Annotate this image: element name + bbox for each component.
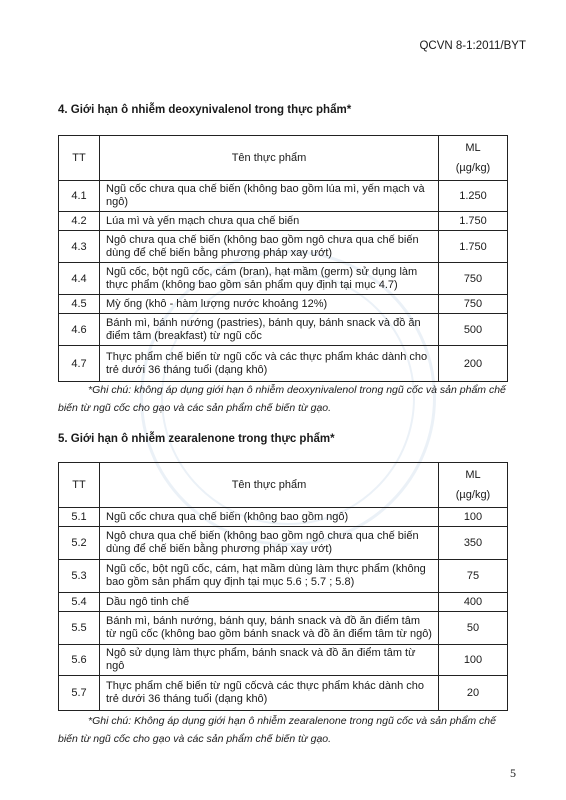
section-5-note: *Ghi chú: Không áp dụng giới hạn ô nhiễm zearalenone trong ngũ cốc và sản phẩm chế biến từ ngũ cốc cho gạo và các sản phẩm chế biến từ gạo. xyxy=(58,715,496,745)
row-food-name: Bánh mì, bánh nướng (pastries), bánh quy, bánh snack và đồ ăn điểm tâm (breakfast) từ ngũ cốc xyxy=(100,314,439,346)
row-food-name: Ngô sử dụng làm thực phẩm, bánh snack và đồ ăn điểm tâm từ ngô xyxy=(100,645,439,676)
row-tt: 5.6 xyxy=(59,645,100,676)
column-header-name: Tên thực phẩm xyxy=(100,136,439,181)
column-header-tt: TT xyxy=(59,136,100,181)
section-5-title: 5. Giới hạn ô nhiễm zearalenone trong thực phẩm* xyxy=(58,433,335,445)
row-food-name: Thực phẩm chế biến từ ngũ cốc và các thực phẩm khác dành cho trẻ dưới 36 tháng tuổi (dạng khô) xyxy=(100,346,439,382)
table-row xyxy=(59,676,508,711)
row-ml-value: 50 xyxy=(439,612,508,645)
row-tt: 4.3 xyxy=(59,231,100,263)
row-tt: 4.5 xyxy=(59,295,100,314)
row-tt: 4.2 xyxy=(59,212,100,231)
row-food-name: Ngũ cốc chưa qua chế biến (không bao gồm ngô) xyxy=(100,508,439,527)
row-tt: 5.1 xyxy=(59,508,100,527)
ml-unit: (µg/kg) xyxy=(455,162,491,174)
column-header-ml xyxy=(439,463,508,508)
row-food-name: Lúa mì và yến mạch chưa qua chế biến xyxy=(100,212,439,231)
row-tt: 4.4 xyxy=(59,263,100,295)
row-ml-value: 1.750 xyxy=(439,231,508,263)
row-tt: 5.5 xyxy=(59,612,100,645)
row-food-name: Ngô chưa qua chế biến (không bao gồm ngô chưa qua chế biến dùng để chế biến bằng phương pháp xay ướt) xyxy=(100,527,439,560)
page-number: 5 xyxy=(510,766,516,780)
row-ml-value: 500 xyxy=(439,314,508,346)
table-row xyxy=(59,231,508,263)
section-4-title: 4. Giới hạn ô nhiễm deoxynivalenol trong thực phẩm* xyxy=(58,104,352,116)
row-tt: 4.7 xyxy=(59,346,100,382)
row-ml-value: 400 xyxy=(439,593,508,612)
deoxynivalenol-table xyxy=(58,135,508,382)
column-header-name: Tên thực phẩm xyxy=(100,463,439,508)
table-row xyxy=(59,212,508,231)
document-code: QCVN 8-1:2011/BYT xyxy=(419,40,526,52)
row-food-name: Ngũ cốc, bột ngũ cốc, cám (bran), hạt mầm (germ) sử dụng làm thực phẩm (không bao gồm sản phẩm quy định tại mục 4.7) xyxy=(100,263,439,295)
row-food-name: Ngô chưa qua chế biến (không bao gồm ngô chưa qua chế biến dùng để chế biến bằng phương pháp xay ướt) xyxy=(100,231,439,263)
table-row xyxy=(59,612,508,645)
table-header-row xyxy=(59,136,508,181)
row-ml-value: 200 xyxy=(439,346,508,382)
row-tt: 5.3 xyxy=(59,560,100,593)
row-food-name: Bánh mì, bánh nướng, bánh quy, bánh snack và đồ ăn điểm tâm từ ngũ cốc (không bao gồm bánh snack và đồ ăn điểm tâm từ ngô) xyxy=(100,612,439,645)
row-tt: 5.7 xyxy=(59,676,100,711)
row-food-name: Ngũ cốc, bột ngũ cốc, cám, hạt mầm dùng làm thực phẩm (không bao gồm sản phẩm quy định tại mục 5.6 ; 5.7 ; 5.8) xyxy=(100,560,439,593)
row-tt: 5.2 xyxy=(59,527,100,560)
row-ml-value: 750 xyxy=(439,263,508,295)
table-row xyxy=(59,593,508,612)
table-row xyxy=(59,295,508,314)
row-ml-value: 75 xyxy=(439,560,508,593)
table-row xyxy=(59,645,508,676)
column-header-tt: TT xyxy=(59,463,100,508)
table-row xyxy=(59,508,508,527)
row-food-name: Ngũ cốc chưa qua chế biến (không bao gồm lúa mì, yến mạch và ngô) xyxy=(100,181,439,212)
row-ml-value: 1.750 xyxy=(439,212,508,231)
ml-label: ML xyxy=(465,142,481,154)
row-tt: 5.4 xyxy=(59,593,100,612)
table-row xyxy=(59,560,508,593)
table-row xyxy=(59,263,508,295)
row-food-name: Thực phẩm chế biến từ ngũ cốcvà các thực phẩm khác dành cho trẻ dưới 36 tháng tuổi (dạng khô) xyxy=(100,676,439,711)
row-ml-value: 20 xyxy=(439,676,508,711)
row-ml-value: 350 xyxy=(439,527,508,560)
row-ml-value: 100 xyxy=(439,508,508,527)
row-food-name: Dầu ngô tinh chế xyxy=(100,593,439,612)
table-row xyxy=(59,346,508,382)
table-header-row xyxy=(59,463,508,508)
row-ml-value: 1.250 xyxy=(439,181,508,212)
section-4-note: *Ghi chú: không áp dụng giới hạn ô nhiễm deoxynivalenol trong ngũ cốc và sản phẩm chế biến từ ngũ cốc cho gạo và các sản phẩm chế biến từ gạo. xyxy=(58,384,506,414)
row-tt: 4.6 xyxy=(59,314,100,346)
zearalenone-table xyxy=(58,462,508,711)
row-food-name: Mỳ ống (khô - hàm lượng nước khoảng 12%) xyxy=(100,295,439,314)
table-row xyxy=(59,527,508,560)
column-header-ml xyxy=(439,136,508,181)
table-row xyxy=(59,314,508,346)
table-row xyxy=(59,181,508,212)
row-ml-value: 100 xyxy=(439,645,508,676)
row-tt: 4.1 xyxy=(59,181,100,212)
row-ml-value: 750 xyxy=(439,295,508,314)
ml-label: ML xyxy=(465,469,481,481)
ml-unit: (µg/kg) xyxy=(455,489,491,501)
